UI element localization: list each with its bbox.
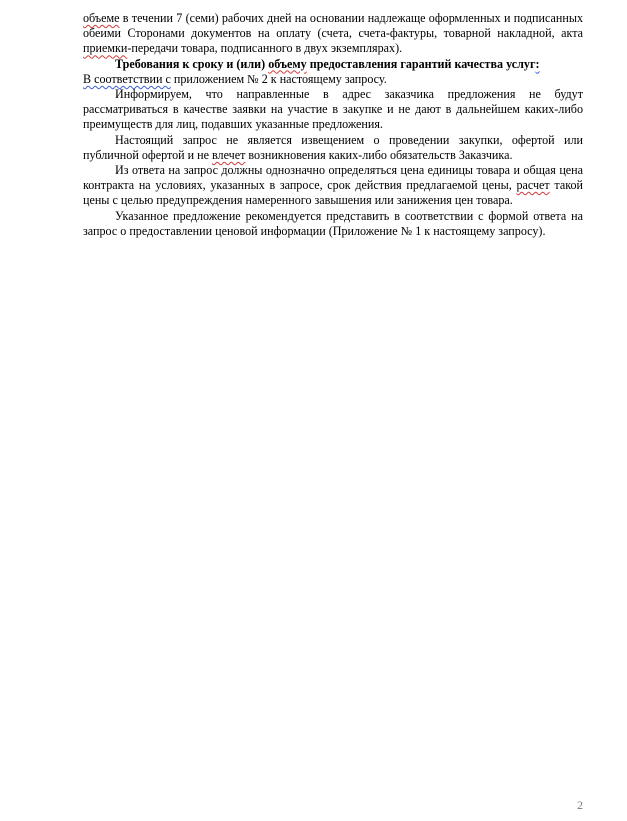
paragraph-text: -передачи товара, подписанного в двух экземплярах). [127,41,403,56]
paragraph-text: такой цены с целью предупреждения намеренного завышения или занижения цен товара. [83,178,583,208]
spellcheck-word: влечет [211,147,246,162]
paragraph-text: приложением № 2 к настоящему запросу. [170,71,387,86]
paragraph-not-offer [83,133,583,163]
paragraph-appendix-reference [83,72,583,87]
paragraph-price-requirements [83,163,583,209]
document-body [83,11,583,239]
section-heading-warranty [83,57,583,72]
paragraph-text: в течении 7 (семи) рабочих дней на основании надлежаще оформленных и подписанных обеими Сторонами документов на оплату (счета, счета-фактуры, товарной накладной, акта [83,11,583,41]
paragraph-text: Из ответа на запрос должны однозначно определяться цена единицы товара и общая цена контракта на условиях, указанных в запросе, срок действия предлагаемой цены, [83,163,583,193]
heading-text: предоставления гарантий качества услуг [306,56,536,71]
paragraph-proposals-info [83,87,583,133]
paragraph-text: возникновения каких-либо обязательств Заказчика. [245,147,513,162]
heading-text: Требования к сроку и (или) [115,56,269,71]
paragraph-response-form [83,209,583,239]
spellcheck-word: приемки [83,41,128,56]
spellcheck-word: расчет [516,178,550,193]
paragraph-payment-terms [83,11,583,57]
paragraph-text: Настоящий запрос не является извещением о проведении закупки, офертой или публичной офертой и не [83,132,583,162]
page-number: 2 [577,798,583,812]
grammar-mark: : [535,56,540,71]
paragraph-text: Указанное предложение рекомендуется представить в соответствии с формой ответа на запрос о предоставлении ценовой информации (Приложение № 1 к настоящему запросу). [83,208,583,238]
spellcheck-word: объеме [83,11,120,25]
spellcheck-word: объему [268,56,307,71]
paragraph-text: Информируем, что направленные в адрес заказчика предложения не будут рассматриваться в качестве заявки на участие в закупке и не дают в дальнейшем каких-либо преимуществ для лиц, подавших указанные предложения. [83,87,583,132]
grammar-phrase: В соответствии с [83,71,171,86]
